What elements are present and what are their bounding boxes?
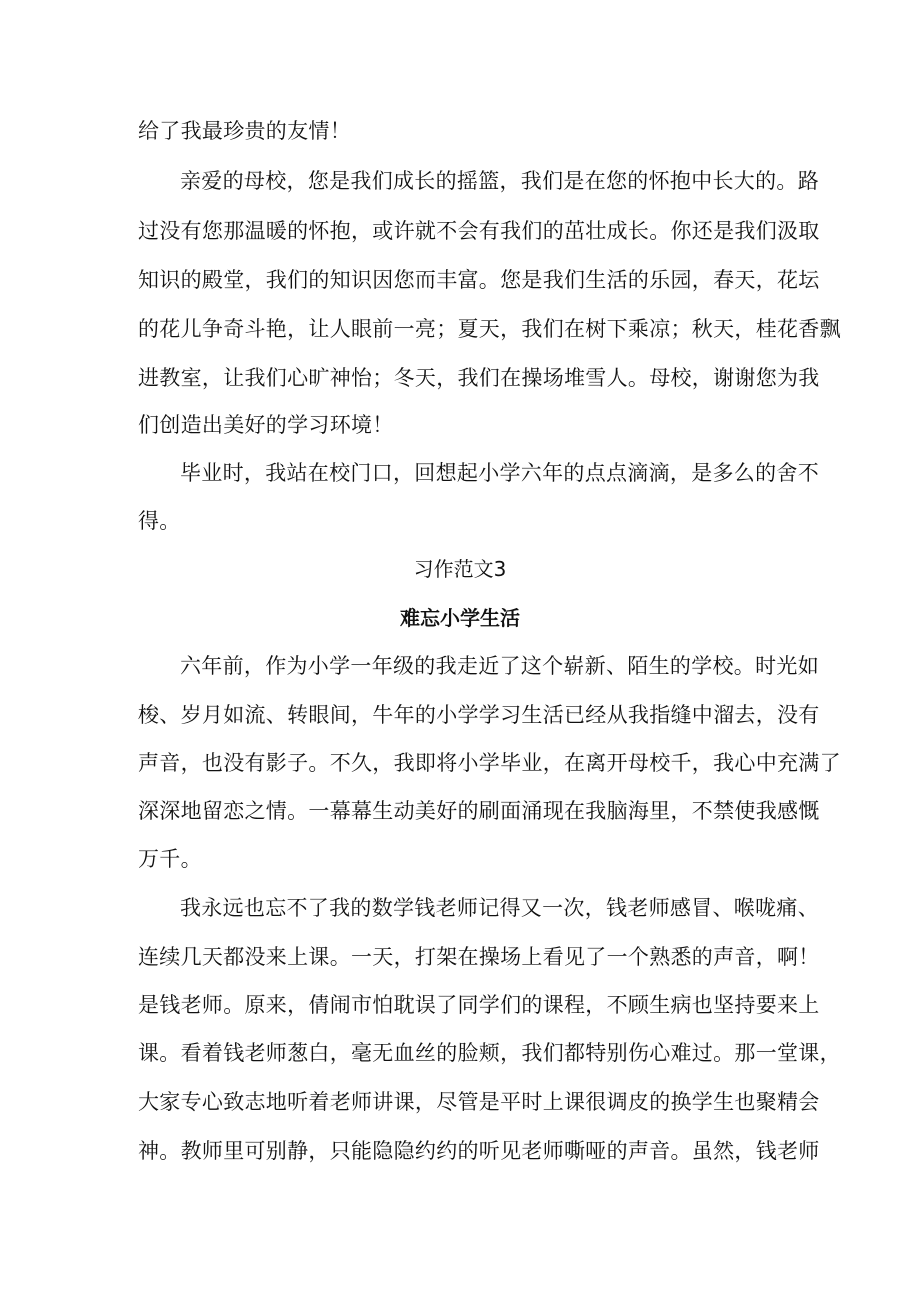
- text-line: 连续几天都没来上课。一天，打架在操场上看见了一个熟悉的声音，啊！: [138, 945, 820, 969]
- essay-title: 难忘小学生活: [400, 606, 520, 630]
- text-line: 们创造出美好的学习环境！: [138, 413, 394, 437]
- text-line: 神。教师里可别静，只能隐隐约约的听见老师嘶哑的声音。虽然，钱老师: [138, 1139, 820, 1163]
- text-line: 万千。: [138, 847, 202, 871]
- section-heading: 习作范文3: [413, 557, 507, 581]
- text-line: 过没有您那温暖的怀抱，或许就不会有我们的茁壮成长。你还是我们汲取: [138, 219, 820, 243]
- text-line: 得。: [138, 509, 181, 533]
- text-line: 的花儿争奇斗艳，让人眼前一亮；夏天，我们在树下乘凉；秋天，桂花香飘: [138, 317, 841, 341]
- text-line: 是钱老师。原来，倩闹市怕耽误了同学们的课程，不顾生病也坚持要来上: [138, 993, 820, 1017]
- text-line: 大家专心致志地听着老师讲课，尽管是平时上课很调皮的换学生也聚精会: [138, 1090, 820, 1114]
- text-line: 六年前，作为小学一年级的我走近了这个崭新、陌生的学校。时光如: [180, 654, 819, 678]
- text-line: 毕业时，我站在校门口，回想起小学六年的点点滴滴，是多么的舍不: [180, 461, 819, 485]
- text-line: 声音，也没有影子。不久，我即将小学毕业，在离开母校千，我心中充满了: [138, 751, 841, 775]
- text-line: 给了我最珍贵的友情！: [138, 119, 351, 143]
- text-line: 进教室，让我们心旷神怡；冬天，我们在操场堆雪人。母校，谢谢您为我: [138, 366, 820, 390]
- text-line: 梭、岁月如流、转眼间，牛年的小学学习生活已经从我指缝中溜去，没有: [138, 703, 820, 727]
- text-line: 我永远也忘不了我的数学钱老师记得又一次，钱老师感冒、喉咙痛、: [180, 896, 819, 920]
- text-line: 深深地留恋之情。一幕幕生动美好的刷面涌现在我脑海里，不禁使我感慨: [138, 799, 820, 823]
- text-line: 亲爱的母校，您是我们成长的摇篮，我们是在您的怀抱中长大的。路: [180, 169, 819, 193]
- text-line: 课。看着钱老师葱白，毫无血丝的脸颊，我们都特别伤心难过。那一堂课，: [138, 1041, 841, 1065]
- text-line: 知识的殿堂，我们的知识因您而丰富。您是我们生活的乐园，春天，花坛: [138, 268, 820, 292]
